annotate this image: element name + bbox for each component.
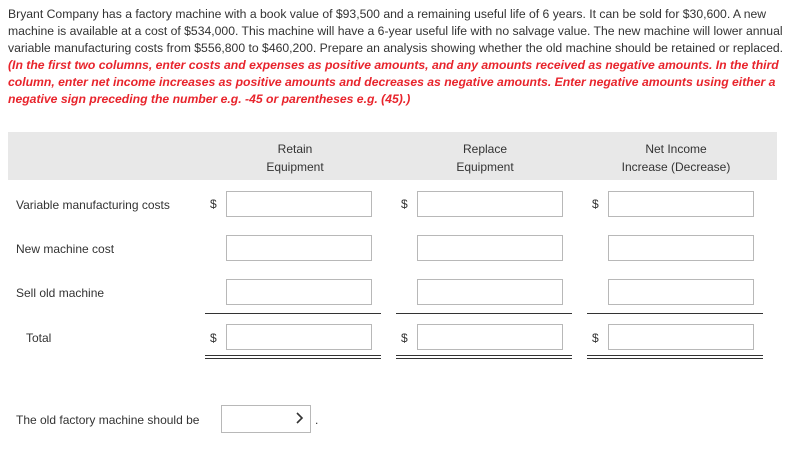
retain-variable-input[interactable] [226,191,372,217]
currency-sign: $ [401,197,408,211]
table-header [8,132,777,180]
replace-new-machine-input[interactable] [417,235,563,261]
subtotal-rule-retain [205,313,381,314]
header-net-line2: Increase (Decrease) [621,160,731,174]
row-label-new-machine: New machine cost [16,242,115,256]
header-net-line1: Net Income [645,142,707,156]
net-sell-old-input[interactable] [608,279,754,305]
header-replace [430,140,540,176]
problem-text: Bryant Company has a factory machine with a book value of $93,500 and a remaining useful life of 6 years. It can be sold for $30,600. A new machine is available at a cost of $534,000. This machine will have a 6-year useful life with no salvage value. The new machine will lower annual variable manufacturing costs from $556,800 to $460,200. Prepare an analysis showing whether the old machine should be retained or replaced. [8,7,784,55]
row-label-total: Total [26,331,52,345]
header-net [606,140,746,176]
total-rule-replace [396,355,572,359]
replace-sell-old-input[interactable] [417,279,563,305]
chevron-down-icon[interactable] [296,412,304,427]
total-rule-retain [205,355,381,359]
header-retain-line1: Retain [277,142,313,156]
row-label-variable: Variable manufacturing costs [16,198,170,212]
retain-total-input[interactable] [226,324,372,350]
currency-sign: $ [401,331,408,345]
conclusion-select[interactable] [221,405,311,433]
header-replace-line2: Equipment [456,160,514,174]
replace-total-input[interactable] [417,324,563,350]
subtotal-rule-net [587,313,763,314]
net-new-machine-input[interactable] [608,235,754,261]
currency-sign: $ [210,331,217,345]
conclusion-period: . [315,413,319,427]
currency-sign: $ [592,331,599,345]
net-total-input[interactable] [608,324,754,350]
header-retain [240,140,350,176]
retain-new-machine-input[interactable] [226,235,372,261]
retain-sell-old-input[interactable] [226,279,372,305]
problem-statement [8,6,793,108]
header-retain-line2: Equipment [266,160,324,174]
currency-sign: $ [210,197,217,211]
subtotal-rule-replace [396,313,572,314]
total-rule-net [587,355,763,359]
replace-variable-input[interactable] [417,191,563,217]
net-variable-input[interactable] [608,191,754,217]
conclusion-label: The old factory machine should be [16,413,200,427]
row-label-sell-old: Sell old machine [16,286,105,300]
currency-sign: $ [592,197,599,211]
header-replace-line1: Replace [462,142,508,156]
problem-instructions: (In the first two columns, enter costs and expenses as positive amounts, and any amounts received as negative amounts. In the third column, enter net income increases as positive amounts and decreases as negative amounts. Enter negative amounts using either a negative sign preceding the number e.g. -45 or parentheses e.g. (45).) [8,58,779,106]
